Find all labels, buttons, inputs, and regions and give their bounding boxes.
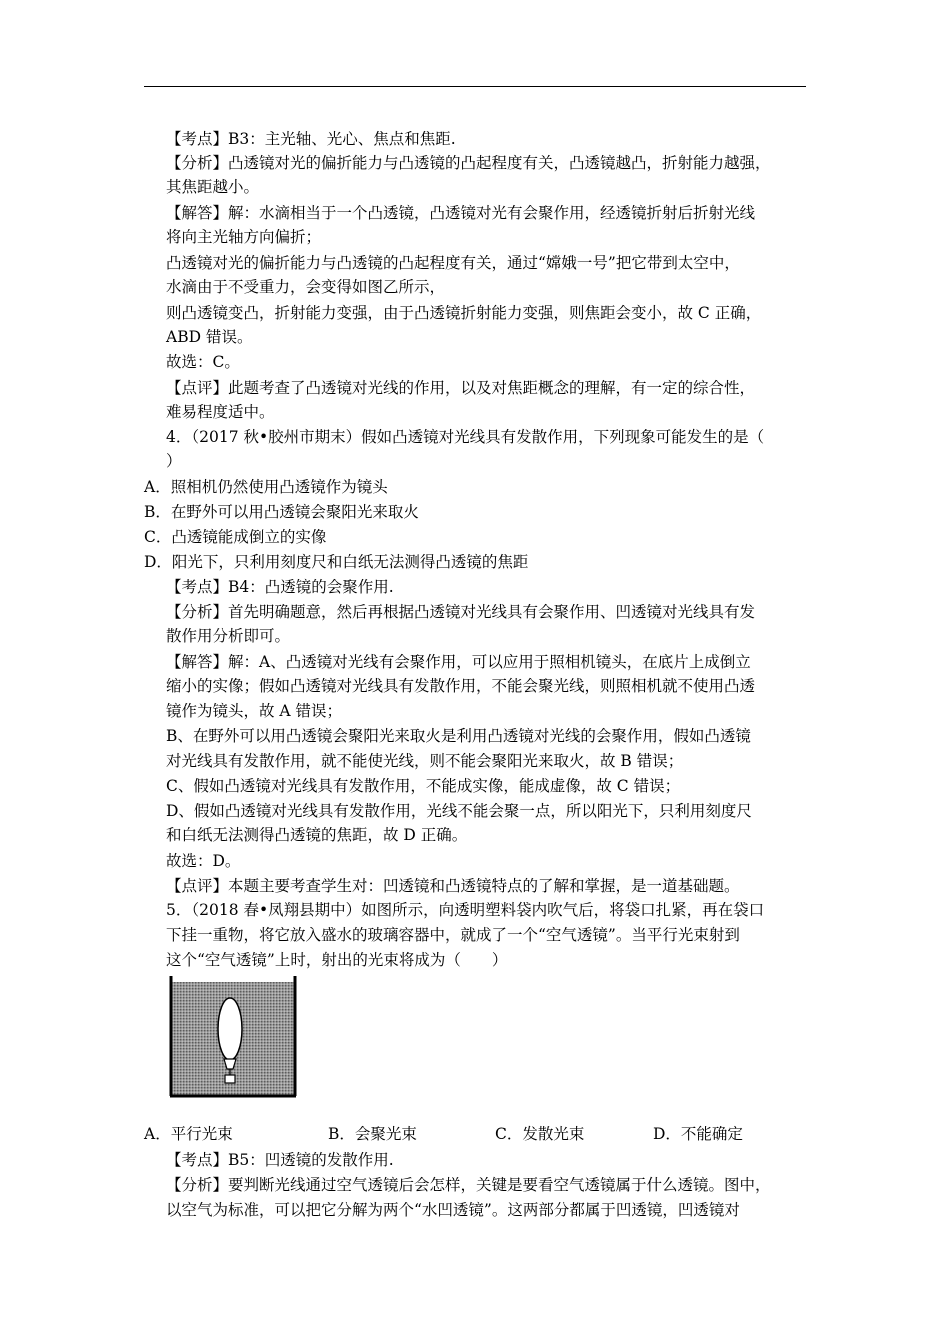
option-c: C．凸透镜能成倒立的实像 <box>144 528 327 546</box>
option-a: A．照相机仍然使用凸透镜作为镜头 <box>144 478 388 496</box>
text-line: 【考点】B4：凸透镜的会聚作用. <box>166 578 394 596</box>
text-line: 缩小的实像；假如凸透镜对光线具有发散作用，不能会聚光线，则照相机就不使用凸透 <box>166 677 756 695</box>
option-b: B．会聚光束 <box>328 1125 417 1143</box>
text-line: C、假如凸透镜对光线具有发散作用，不能成实像，能成虚像，故 C 错误； <box>166 777 681 795</box>
text-line: 【解答】解：A、凸透镜对光线有会聚作用，可以应用于照相机镜头，在底片上成倒立 <box>166 653 751 671</box>
text-line: 【分析】首先明确题意，然后再根据凸透镜对光线具有会聚作用、凹透镜对光线具有发 <box>166 603 756 621</box>
text-line: ABD 错误。 <box>166 328 253 346</box>
text-line: 和白纸无法测得凸透镜的焦距，故 D 正确。 <box>166 826 468 844</box>
text-line: D、假如凸透镜对光线具有发散作用，光线不能会聚一点，所以阳光下，只利用刻度尺 <box>166 802 752 820</box>
text-line: 【点评】此题考查了凸透镜对光线的作用，以及对焦距概念的理解，有一定的综合性， <box>166 379 756 397</box>
text-line: 散作用分析即可。 <box>166 627 291 645</box>
text-line: 【分析】要判断光线通过空气透镜后会怎样，关键是要看空气透镜属于什么透镜。图中， <box>166 1176 771 1194</box>
text-line: 下挂一重物，将它放入盛水的玻璃容器中，就成了一个“空气透镜”。当平行光束射到 <box>166 926 740 944</box>
option-a: A．平行光束 <box>144 1125 233 1143</box>
text-line: 【解答】解：水滴相当于一个凸透镜，凸透镜对光有会聚作用，经透镜折射后折射光线 <box>166 204 756 222</box>
text-line: 故选：D。 <box>166 852 241 870</box>
text-line: ） <box>166 452 182 470</box>
text-line: 这个“空气透镜”上时，射出的光束将成为（ ） <box>166 951 508 969</box>
text-line: 则凸透镜变凸，折射能力变强，由于凸透镜折射能力变强，则焦距会变小，故 C 正确， <box>166 304 762 322</box>
text-line: 其焦距越小。 <box>166 178 260 196</box>
text-line: 【分析】凸透镜对光的偏折能力与凸透镜的凸起程度有关，凸透镜越凸，折射能力越强， <box>166 154 771 172</box>
text-line: 水滴由于不受重力，会变得如图乙所示， <box>166 278 446 296</box>
question-4-stem: 4．（2017 秋•胶州市期末）假如凸透镜对光线具有发散作用，下列现象可能发生的是（ <box>166 428 765 446</box>
text-line: 镜作为镜头，故 A 错误； <box>166 702 343 720</box>
text-line: 以空气为标准，可以把它分解为两个“水凹透镜”。这两部分都属于凹透镜，凹透镜对 <box>166 1201 740 1219</box>
question-5-stem: 5．（2018 春•凤翔县期中）如图所示，向透明塑料袋内吹气后，将袋口扎紧，再在袋口 <box>166 901 765 919</box>
header-rule <box>144 86 806 87</box>
text-line: 【考点】B3：主光轴、光心、焦点和焦距. <box>166 130 456 148</box>
option-d: D．不能确定 <box>653 1125 743 1143</box>
text-line: 将向主光轴方向偏折； <box>166 228 322 246</box>
text-line: 难易程度适中。 <box>166 403 275 421</box>
text-line: 【考点】B5：凹透镜的发散作用. <box>166 1151 394 1169</box>
text-line: 【点评】本题主要考查学生对：凹透镜和凸透镜特点的了解和掌握，是一道基础题。 <box>166 877 740 895</box>
option-d: D．阳光下，只利用刻度尺和白纸无法测得凸透镜的焦距 <box>144 553 529 571</box>
text-line: 凸透镜对光的偏折能力与凸透镜的凸起程度有关，通过“嫦娥一号”把它带到太空中， <box>166 254 740 272</box>
air-lens-figure <box>168 976 298 1098</box>
text-line: 对光线具有发散作用，就不能使光线，则不能会聚阳光来取火，故 B 错误； <box>166 752 684 770</box>
option-c: C．发散光束 <box>495 1125 585 1143</box>
text-line: B、在野外可以用凸透镜会聚阳光来取火是利用凸透镜对光线的会聚作用，假如凸透镜 <box>166 727 751 745</box>
text-line: 故选：C。 <box>166 353 240 371</box>
option-b: B．在野外可以用凸透镜会聚阳光来取火 <box>144 503 419 521</box>
